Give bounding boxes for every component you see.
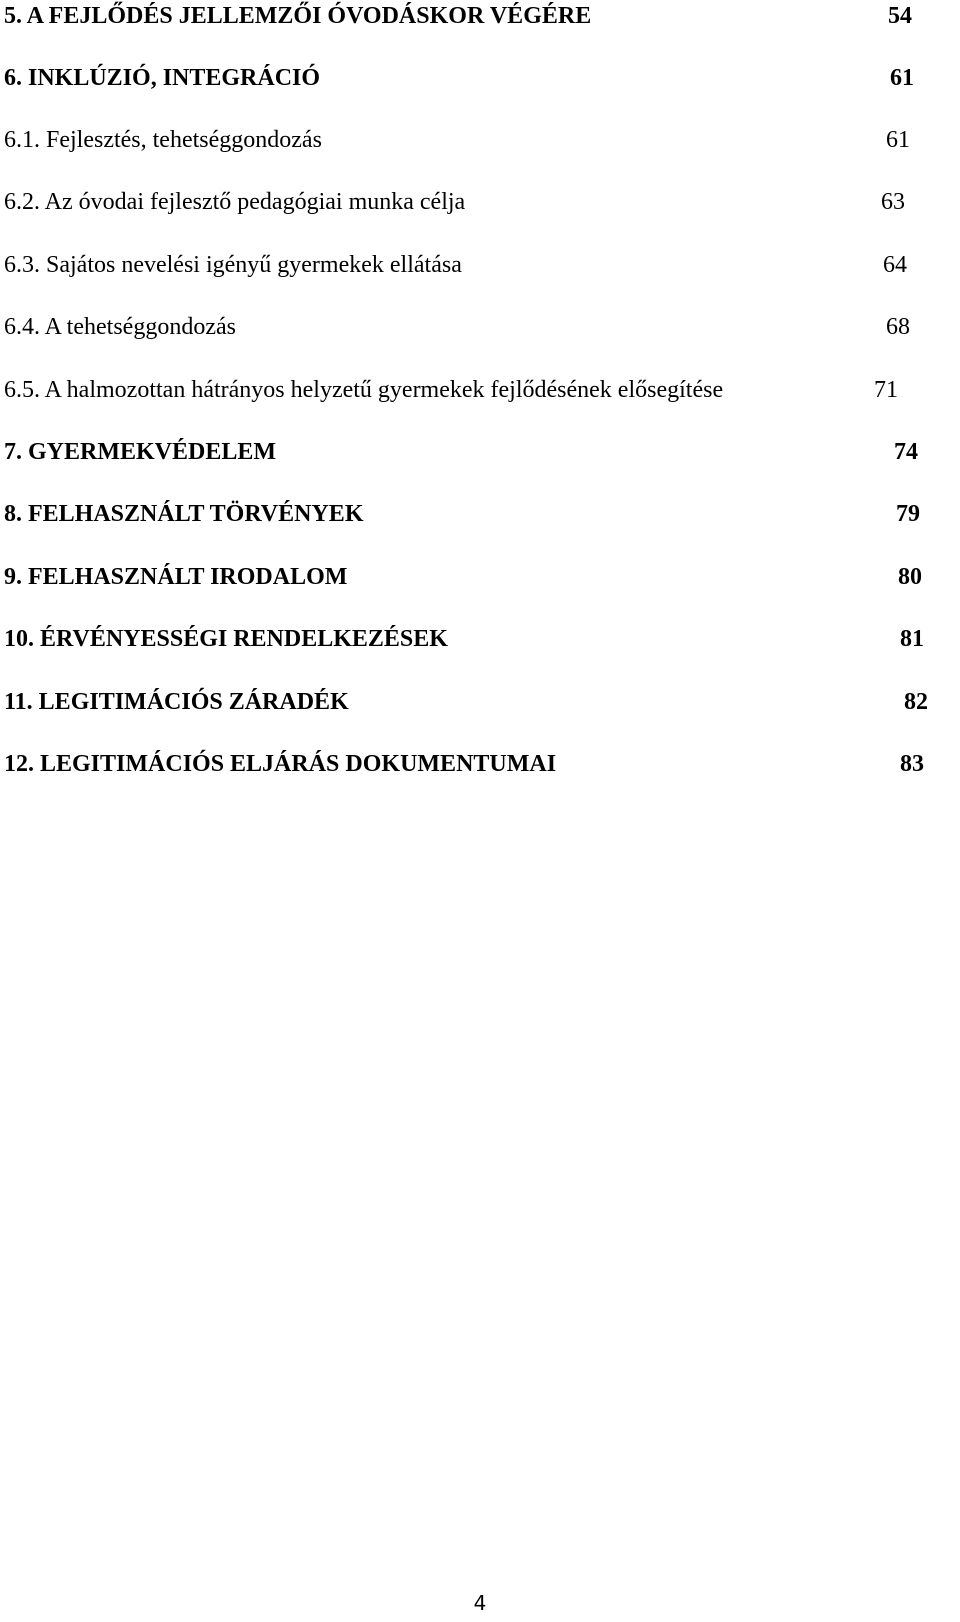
toc-entry [0, 249, 960, 289]
toc-entry [0, 498, 960, 538]
page-number: 4 [473, 1591, 487, 1615]
toc-entry-title: 11. LEGITIMÁCIÓS ZÁRADÉK [4, 689, 349, 715]
toc-entry [0, 311, 960, 351]
toc-entry-title: 5. A FEJLŐDÉS JELLEMZŐI ÓVODÁSKOR VÉGÉRE [4, 3, 592, 29]
toc-entry-page: 82 [904, 689, 928, 715]
toc-entry-page: 54 [888, 3, 912, 29]
toc-entry-page: 61 [890, 65, 914, 91]
toc-entry-title: 6.5. A halmozottan hátrányos helyzetű gyermekek fejlődésének elősegítése [4, 377, 724, 403]
toc-entry-title: 12. LEGITIMÁCIÓS ELJÁRÁS DOKUMENTUMAI [4, 751, 557, 777]
toc-entry-page: 81 [900, 626, 924, 652]
toc-entry-page: 83 [900, 751, 924, 777]
toc-entry [0, 186, 960, 226]
toc-entry-title: 7. GYERMEKVÉDELEM [4, 439, 277, 465]
toc-entry [0, 374, 960, 414]
toc-entry [0, 0, 960, 40]
toc-entry-title: 6. INKLÚZIÓ, INTEGRÁCIÓ [4, 65, 321, 91]
toc-entry [0, 124, 960, 164]
toc-entry-title: 6.4. A tehetséggondozás [4, 314, 236, 340]
toc-entry-title: 10. ÉRVÉNYESSÉGI RENDELKEZÉSEK [4, 626, 448, 652]
toc-entry [0, 686, 960, 726]
toc-entry-page: 79 [896, 501, 920, 527]
toc-entry-title: 6.2. Az óvodai fejlesztő pedagógiai munka célja [4, 189, 466, 215]
toc-entry-title: 9. FELHASZNÁLT IRODALOM [4, 564, 348, 590]
toc-entry [0, 561, 960, 601]
toc-entry [0, 436, 960, 476]
toc-entry-page: 61 [886, 127, 910, 153]
toc-entry [0, 623, 960, 663]
toc-entry-page: 71 [874, 377, 898, 403]
toc-entry-page: 63 [881, 189, 905, 215]
toc-entry-page: 74 [894, 439, 918, 465]
toc-entry-title: 8. FELHASZNÁLT TÖRVÉNYEK [4, 501, 364, 527]
toc-entry-title: 6.3. Sajátos nevelési igényű gyermekek ellátása [4, 252, 462, 278]
toc-entry [0, 62, 960, 102]
toc-entry-page: 64 [883, 252, 907, 278]
toc-entry [0, 748, 960, 788]
toc-entry-title: 6.1. Fejlesztés, tehetséggondozás [4, 127, 322, 153]
toc-entry-page: 80 [898, 564, 922, 590]
toc-entry-page: 68 [886, 314, 910, 340]
